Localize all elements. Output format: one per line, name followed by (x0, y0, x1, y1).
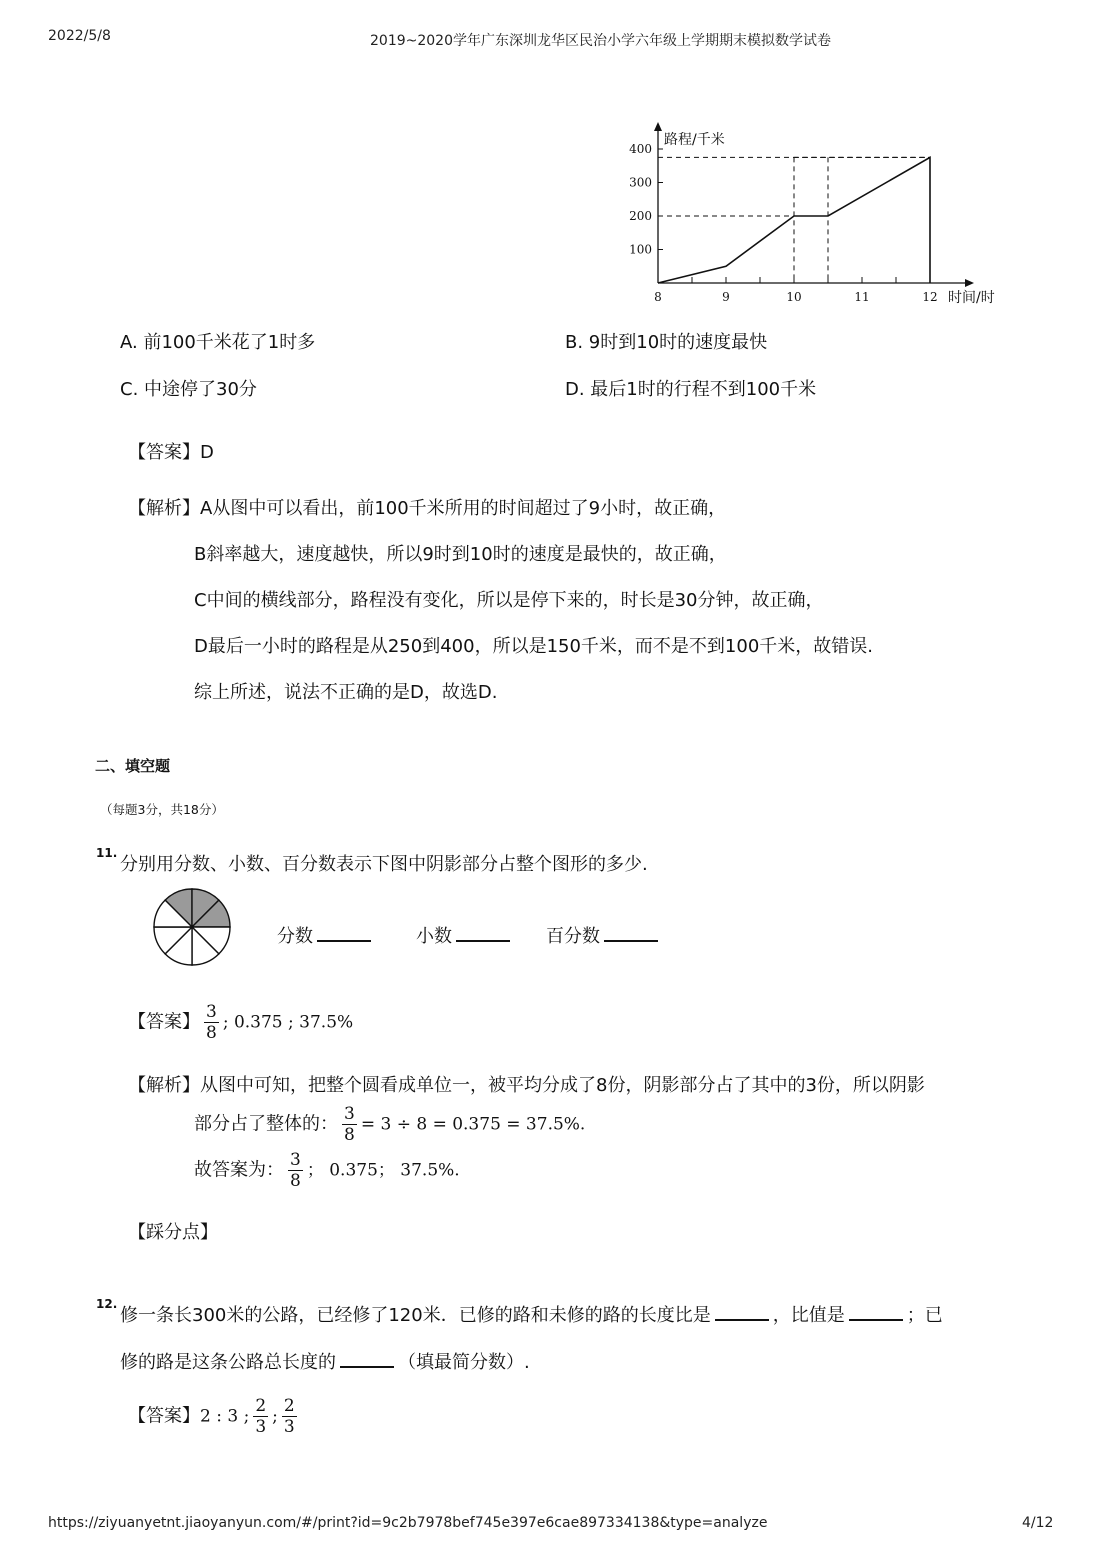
answer-label: 【答案】 (128, 442, 200, 463)
q12-stem-line1: 修一条长300米的公路，已经修了120米．已修的路和未修的路的长度比是 ，比值是 ；已 (120, 1301, 943, 1327)
fraction-blank-row (277, 922, 375, 948)
analysis-line: 综上所述，说法不正确的是D，故选D. (194, 682, 498, 703)
answer-label: 【答案】 (128, 1405, 200, 1427)
blank-label: 分数 (277, 926, 313, 947)
analysis-line: C中间的横线部分，路程没有变化，所以是停下来的，时长是30分钟，故正确， (194, 590, 824, 611)
x-tick-label: 8 (654, 290, 662, 304)
x-tick-label: 9 (722, 290, 730, 304)
distance-time-chart (610, 115, 1010, 315)
q12-stem-line2: 修的路是这条公路总长度的 （填最简分数）. (120, 1348, 530, 1374)
analysis-label: 【解析】 (128, 498, 200, 519)
x-tick-label: 12 (922, 290, 938, 304)
ratio-value-blank[interactable] (849, 1301, 903, 1321)
question-number: 12. (96, 1297, 118, 1311)
q11-answer (128, 1002, 353, 1043)
points-label: 【踩分点】 (128, 1222, 218, 1243)
q11-stem: 分别用分数、小数、百分数表示下图中阴影部分占整个图形的多少. (120, 854, 648, 875)
ratio-blank[interactable] (715, 1301, 769, 1321)
option-c: C. 中途停了30分 (120, 379, 257, 400)
answer-fraction: $\frac{2}{3}$ (283, 1396, 295, 1437)
x-tick-label: 11 (854, 290, 870, 304)
y-tick-label: 100 (629, 242, 652, 257)
decimal-blank[interactable] (456, 922, 510, 942)
answer-rest: ; 0.375 ; 37.5% (222, 1012, 354, 1033)
analysis-line: B斜率越大，速度越快，所以9时到10时的速度是最快的，故正确， (194, 544, 727, 565)
analysis-line: A从图中可以看出，前100千米所用的时间超过了9小时，故正确， (200, 498, 727, 519)
fraction-of-total-blank[interactable] (340, 1348, 394, 1368)
blank-label: 百分数 (546, 926, 600, 947)
analysis-line: 部分占了整体的： $\frac{3}{8}$ = 3 ÷ 8 = 0.375 = 37.5%. (194, 1104, 586, 1145)
document-title: 2019~2020学年广东深圳龙华区民治小学六年级上学期期末模拟数学试卷 (370, 33, 831, 49)
y-tick-label: 400 (629, 142, 652, 156)
answer-ratio: 2 : 3 ; (200, 1406, 250, 1427)
decimal-blank-row (416, 922, 514, 948)
blank-label: 小数 (416, 926, 452, 947)
fraction-blank[interactable] (317, 922, 371, 942)
y-tick-label: 200 (629, 209, 652, 223)
pie-slices (154, 889, 230, 965)
chart-guides (658, 157, 930, 283)
percent-blank-row (546, 922, 662, 948)
answer-value: D (200, 442, 214, 463)
analysis-fraction: $\frac{3}{8}$ (290, 1150, 301, 1191)
print-date: 2022/5/8 (48, 28, 111, 44)
y-tick-label: 300 (629, 175, 652, 190)
analysis-line: 从图中可知，把整个圆看成单位一，被平均分成了8份，阴影部分占了其中的3份，所以阴影 (200, 1075, 925, 1096)
analysis-fraction: $\frac{3}{8}$ (344, 1104, 355, 1145)
q10-analysis (128, 494, 726, 520)
percent-blank[interactable] (604, 922, 658, 942)
q11-analysis (128, 1071, 925, 1097)
analysis-label: 【解析】 (128, 1075, 200, 1096)
analysis-line: D最后一小时的路程是从250到400，所以是150千米，而不是不到100千米，故错误. (194, 636, 874, 657)
analysis-line: 故答案为： $\frac{3}{8}$ ； 0.375； 37.5%. (194, 1150, 460, 1191)
option-b: B. 9时到10时的速度最快 (565, 332, 768, 353)
answer-label: 【答案】 (128, 1011, 200, 1033)
page-number: 4/12 (1022, 1515, 1054, 1531)
section-note: （每题3分，共18分） (100, 802, 224, 817)
question-number: 11. (96, 846, 118, 860)
page-url: https://ziyuanyetnt.jiaoyanyun.com/#/print?id=9c2b7978bef745e397e6cae897334138&type=analyze (48, 1515, 768, 1531)
option-d: D. 最后1时的行程不到100千米 (565, 379, 817, 400)
q12-answer: 【答案】2 : 3 ; $\frac{2}{3}$ ; $\frac{2}{3}$ (128, 1396, 295, 1437)
x-tick-label: 10 (786, 290, 802, 304)
section-title: 二、填空题 (95, 757, 171, 775)
y-axis-label: 路程/千米 (664, 132, 725, 148)
option-a: A. 前100千米花了1时多 (120, 332, 316, 353)
answer-fraction: $\frac{3}{8}$ (206, 1002, 217, 1043)
shaded-circle-figure (150, 885, 234, 969)
x-axis-label: 时间/时 (948, 290, 995, 306)
y-axis-arrow (654, 122, 662, 131)
x-axis-arrow (965, 279, 974, 287)
q10-answer (128, 438, 214, 464)
answer-fraction: $\frac{2}{3}$ (255, 1396, 267, 1437)
